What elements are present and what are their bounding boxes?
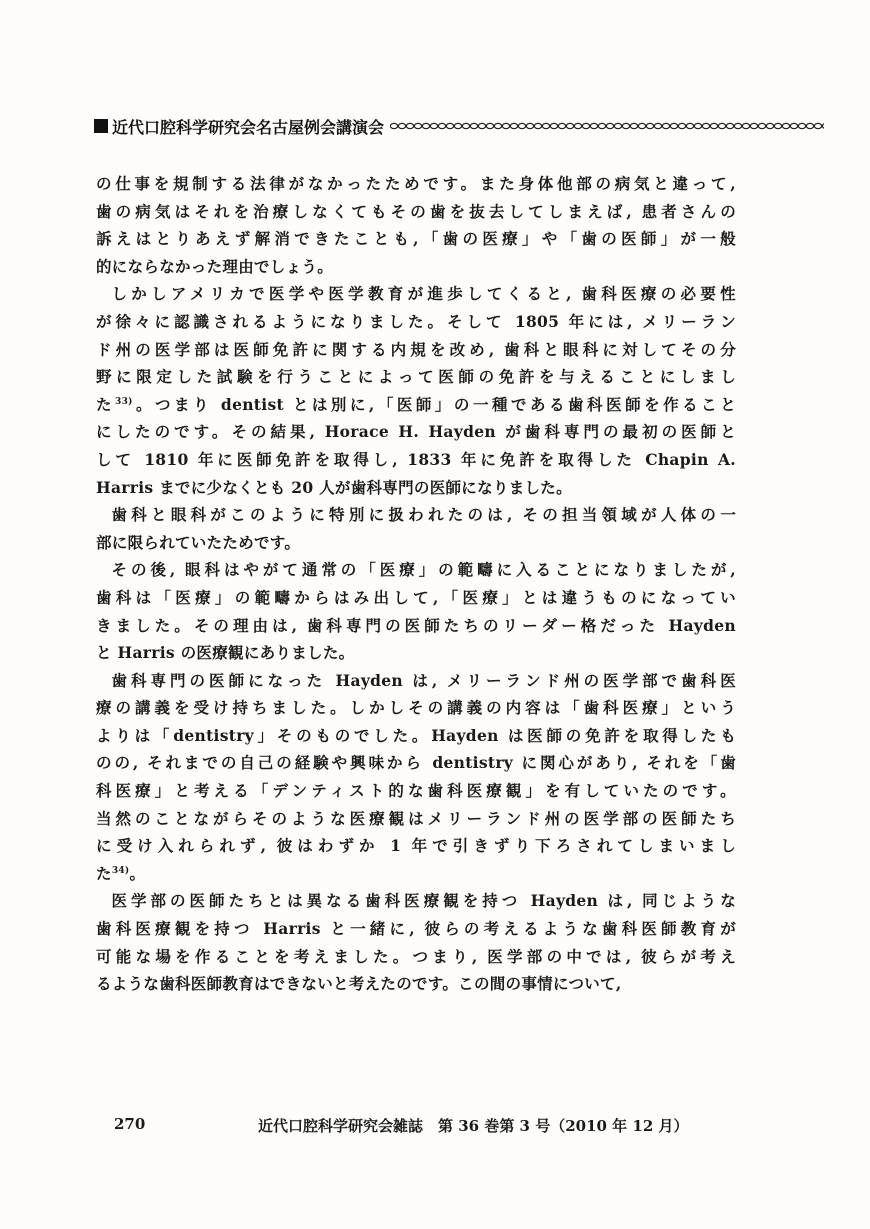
text-line: ド州の医学部は医師免許に関する内規を改め, 歯科と眼科に対してその分 [96,339,736,359]
article-body [96,170,736,998]
text-line: のの, それまでの自己の経験や興味から dentistry に関心があり, それを「歯 [96,753,736,773]
text-line: に受け入れられず, 彼はわずか 1 年で引きずり下ろされてしまいまし [96,836,736,856]
text-line: よりは「dentistry」そのものでした。Hayden は医師の免許を取得したも [96,725,736,745]
text-line: 訴えはとりあえず解消できたことも,「歯の医療」や「歯の医師」が一般 [96,229,736,249]
citation-superscript: 34) [111,865,130,876]
text-line: 歯科と眼科がこのように特別に扱われたのは, その担当領域が人体の一 [111,505,736,525]
text-line: その後, 眼科はやがて通常の「医療」の範疇に入ることになりましたが, [111,560,736,580]
journal-citation: 近代口腔科学研究会雑誌 第 36 巻第 3 号（2010 年 12 月） [258,1117,689,1135]
header-ornament [390,121,824,131]
text-line: が徐々に認識されるようになりました。そして 1805 年には, メリーラン [96,311,736,331]
header-square-icon [94,119,108,133]
text-line: た$^{34)}$。 [96,863,146,883]
page-number: 270 [114,1115,146,1133]
text-line: 的にならなかった理由でしょう。 [96,256,334,276]
text-line: 可能な場を作ることを考えました。つまり, 医学部の中では, 彼らが考え [96,946,736,966]
text-line: 歯科専門の医師になった Hayden は, メリーランド州の医学部で歯科医 [111,670,736,690]
text-line: るような歯科医師教育はできないと考えたのです。この間の事情について, [96,974,622,994]
text-line: 療の講義を受け持ちました。しかしその講義の内容は「歯科医療」という [96,698,736,718]
text-line: た$^{33)}$。つまり dentist とは別に,「医師」の一種である歯科医師を作ること [96,394,736,414]
text-line: にしたのです。その結果, Horace H. Hayden が歯科専門の最初の医師と [96,422,736,442]
text-line: Harris までに少なくとも 20 人が歯科専門の医師になりました。 [96,477,572,497]
text-line: 歯科は「医療」の範疇からはみ出して,「医療」とは違うものになってい [96,587,736,607]
text-line: 当然のことながらそのような医療観はメリーランド州の医学部の医師たち [96,808,736,828]
page-footer [0,1115,870,1141]
header-title: 近代口腔科学研究会名古屋例会講演会 [112,117,385,137]
text-line: 野に限定した試験を行うことによって医師の免許を与えることにしまし [96,367,736,387]
citation-superscript: 33) [115,396,133,407]
text-line: 部に限られていたためです。 [96,532,301,552]
text-line: 科医療」と考える「デンティスト的な歯科医療観」を有していたのです。 [96,781,736,801]
text-line: しかしアメリカで医学や医学教育が進歩してくると, 歯科医療の必要性 [111,284,736,304]
text-line: と Harris の医療観にありました。 [96,643,355,663]
text-line: 医学部の医師たちとは異なる歯科医療観を持つ Hayden は, 同じような [111,891,736,911]
running-header [94,114,824,138]
text-line: 歯科医療観を持つ Harris と一緒に, 彼らの考えるような歯科医師教育が [96,919,736,939]
text-line: して 1810 年に医師免許を取得し, 1833 年に免許を取得した Chapin A. [96,449,736,469]
text-line: 歯の病気はそれを治療しなくてもその歯を抜去してしまえば, 患者さんの [96,201,736,221]
text-line: きました。その理由は, 歯科専門の医師たちのリーダー格だった Hayden [96,615,736,635]
text-line: の仕事を規制する法律がなかったためです。また身体他部の病気と違って, [96,174,736,193]
